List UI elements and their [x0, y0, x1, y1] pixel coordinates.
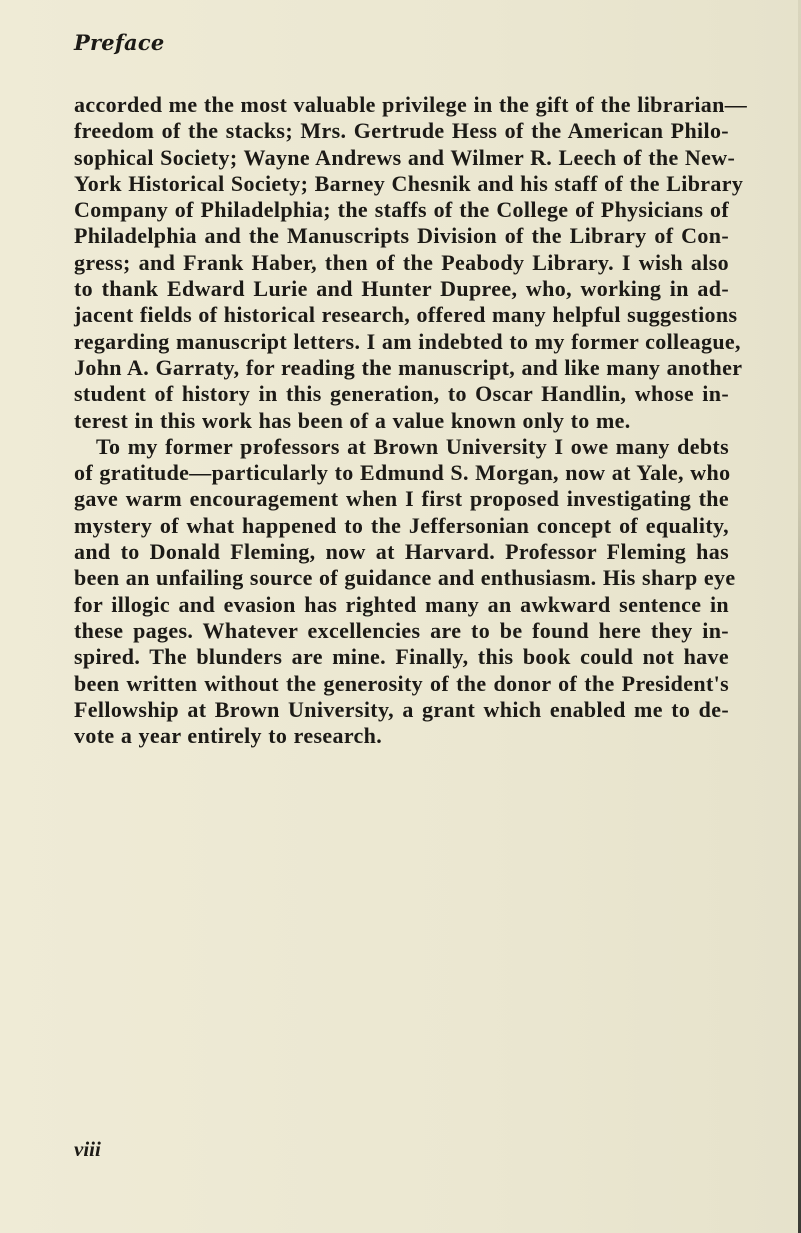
text-line: been an unfailing source of guidance and enthusiasm. His sharp eye [74, 565, 736, 591]
text-line: terest in this work has been of a value known only to me. [74, 407, 631, 433]
text-line: York Historical Society; Barney Chesnik and his staff of the Library [74, 170, 744, 196]
text-line-paragraph-start: To my former professors at Brown University I owe many debts [96, 433, 729, 459]
running-head: Preface [74, 30, 165, 55]
text-line: Philadelphia and the Manuscripts Division of the Library of Con- [74, 223, 729, 249]
preface-body-text [74, 92, 748, 749]
text-line: accorded me the most valuable privilege in the gift of the librarian— [74, 92, 748, 117]
text-line: jacent fields of historical research, offered many helpful suggestions [74, 302, 738, 328]
text-line: Company of Philadelphia; the staffs of the College of Physicians of [74, 197, 729, 223]
text-line: regarding manuscript letters. I am indebted to my former colleague, [74, 328, 741, 354]
text-line: Fellowship at Brown University, a grant which enabled me to de- [74, 696, 729, 722]
text-line: gress; and Frank Haber, then of the Peabody Library. I wish also [74, 249, 729, 275]
text-line: freedom of the stacks; Mrs. Gertrude Hess of the American Philo- [74, 118, 729, 144]
text-line: vote a year entirely to research. [74, 723, 383, 749]
page-number: viii [74, 1137, 101, 1161]
text-line: for illogic and evasion has righted many an awkward sentence in [74, 591, 729, 617]
text-line: of gratitude—particularly to Edmund S. Morgan, now at Yale, who [74, 460, 731, 486]
text-line: mystery of what happened to the Jeffersonian concept of equality, [74, 512, 729, 538]
text-line: spired. The blunders are mine. Finally, this book could not have [74, 644, 729, 670]
text-line: these pages. Whatever excellencies are to be found here they in- [74, 617, 729, 643]
text-line: student of history in this generation, to Oscar Handlin, whose in- [74, 381, 729, 407]
text-line: John A. Garraty, for reading the manuscript, and like many another [74, 354, 743, 380]
text-line: gave warm encouragement when I first proposed investigating the [74, 486, 729, 512]
text-line: been written without the generosity of the donor of the President's [74, 670, 729, 696]
text-line: sophical Society; Wayne Andrews and Wilmer R. Leech of the New- [74, 144, 736, 170]
text-line: and to Donald Fleming, now at Harvard. Professor Fleming has [74, 539, 729, 565]
text-line: to thank Edward Lurie and Hunter Dupree, who, working in ad- [74, 276, 729, 302]
